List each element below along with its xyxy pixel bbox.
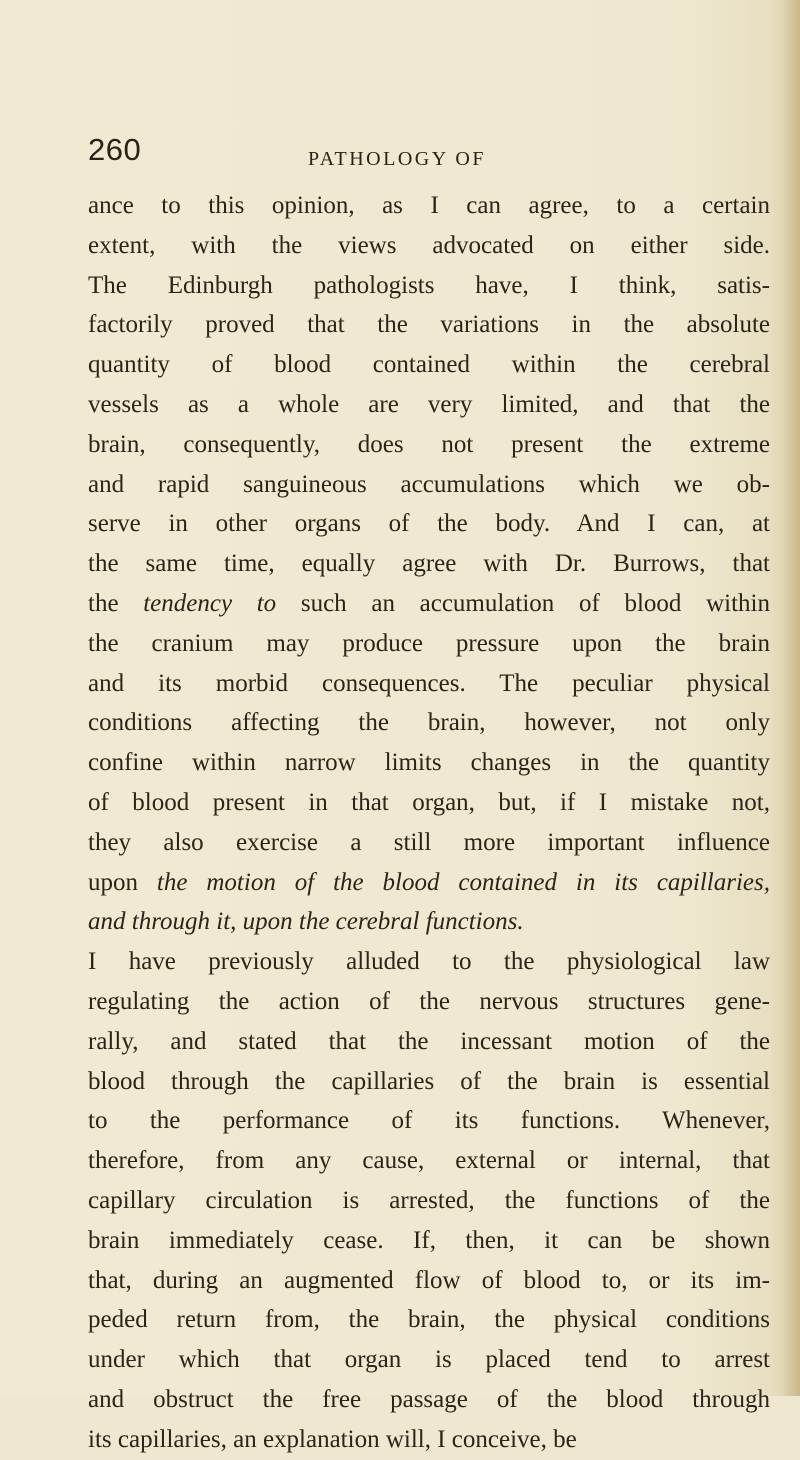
text-line [88, 863, 770, 903]
text-run: to the performance of its functions. Whenever, [88, 1107, 770, 1135]
text-line [88, 1261, 770, 1301]
text-line [88, 703, 770, 743]
text-run: the cranium may produce pressure upon the brain [88, 629, 770, 657]
text-line [88, 385, 770, 425]
italic-text: the motion of the blood contained in its capillaries, [156, 868, 770, 896]
text-line [88, 624, 770, 664]
text-run: such an accumulation of blood within [276, 589, 770, 617]
text-run: the same time, equally agree with Dr. Burrows, that [88, 550, 770, 578]
text-run: and rapid sanguineous accumulations which we ob- [88, 470, 770, 498]
text-line [88, 465, 770, 505]
text-line [88, 942, 770, 982]
text-line [88, 305, 770, 345]
text-line [88, 664, 770, 704]
text-run: that, during an augmented flow of blood to, or its im- [88, 1266, 770, 1294]
text-run: blood through the capillaries of the brain is essential [88, 1067, 770, 1095]
text-line [88, 1300, 770, 1340]
text-line [88, 783, 770, 823]
text-run: under which that organ is placed tend to arrest [88, 1346, 770, 1374]
text-run: factorily proved that the variations in the absolute [88, 311, 770, 339]
text-line [88, 1101, 770, 1141]
text-line [88, 504, 770, 544]
text-line [88, 345, 770, 385]
text-line [88, 226, 770, 266]
page-edge-shadow [782, 0, 800, 1396]
text-run: serve in other organs of the body. And I can, at [88, 510, 770, 538]
text-line [88, 1420, 770, 1460]
text-run: I have previously alluded to the physiological law [88, 948, 770, 976]
text-line [88, 1062, 770, 1102]
text-line [88, 1181, 770, 1221]
text-run: conditions affecting the brain, however, not only [88, 709, 770, 737]
text-line [88, 1380, 770, 1420]
text-line [88, 982, 770, 1022]
text-run: upon [88, 868, 157, 896]
text-run: quantity of blood contained within the cerebral [88, 351, 770, 379]
text-line [88, 1340, 770, 1380]
text-run: its capillaries, an explanation will, I conceive, be [88, 1425, 577, 1453]
text-line [88, 823, 770, 863]
text-run: they also exercise a still more important influence [88, 828, 770, 856]
page-number: 260 [88, 132, 142, 167]
text-run: The Edinburgh pathologists have, I think, satis- [88, 271, 770, 299]
text-run: vessels as a whole are very limited, and that the [88, 390, 770, 418]
text-run: regulating the action of the nervous structures gene- [88, 987, 770, 1015]
text-run: peded return from, the brain, the physical conditions [88, 1306, 770, 1334]
text-run: confine within narrow limits changes in the quantity [88, 749, 770, 777]
italic-text: tendency to [143, 589, 277, 617]
italic-text: and through it, upon the cerebral functions. [88, 908, 524, 936]
text-line [88, 584, 770, 624]
text-run: capillary circulation is arrested, the functions of the [88, 1186, 770, 1214]
text-run: and obstruct the free passage of the blood through [88, 1385, 770, 1413]
text-line [88, 1221, 770, 1261]
text-line [88, 1022, 770, 1062]
text-line [88, 266, 770, 306]
text-run: therefore, from any cause, external or internal, that [88, 1147, 770, 1175]
text-line [88, 186, 770, 226]
text-run: ance to this opinion, as I can agree, to a certain [88, 192, 770, 219]
text-run: brain immediately cease. If, then, it can be shown [88, 1226, 770, 1254]
text-run: brain, consequently, does not present the extreme [88, 430, 770, 458]
body-text [88, 186, 770, 1460]
text-line [88, 425, 770, 465]
text-run: and its morbid consequences. The peculiar physical [88, 669, 770, 697]
text-line [88, 544, 770, 584]
text-line [88, 743, 770, 783]
text-line [88, 1141, 770, 1181]
text-run: extent, with the views advocated on either side. [88, 231, 770, 259]
text-line [88, 902, 770, 942]
text-run: of blood present in that organ, but, if I mistake not, [88, 788, 770, 816]
text-run: rally, and stated that the incessant motion of the [88, 1027, 770, 1055]
text-run: the [88, 589, 144, 617]
running-head: PATHOLOGY OF [308, 148, 486, 170]
